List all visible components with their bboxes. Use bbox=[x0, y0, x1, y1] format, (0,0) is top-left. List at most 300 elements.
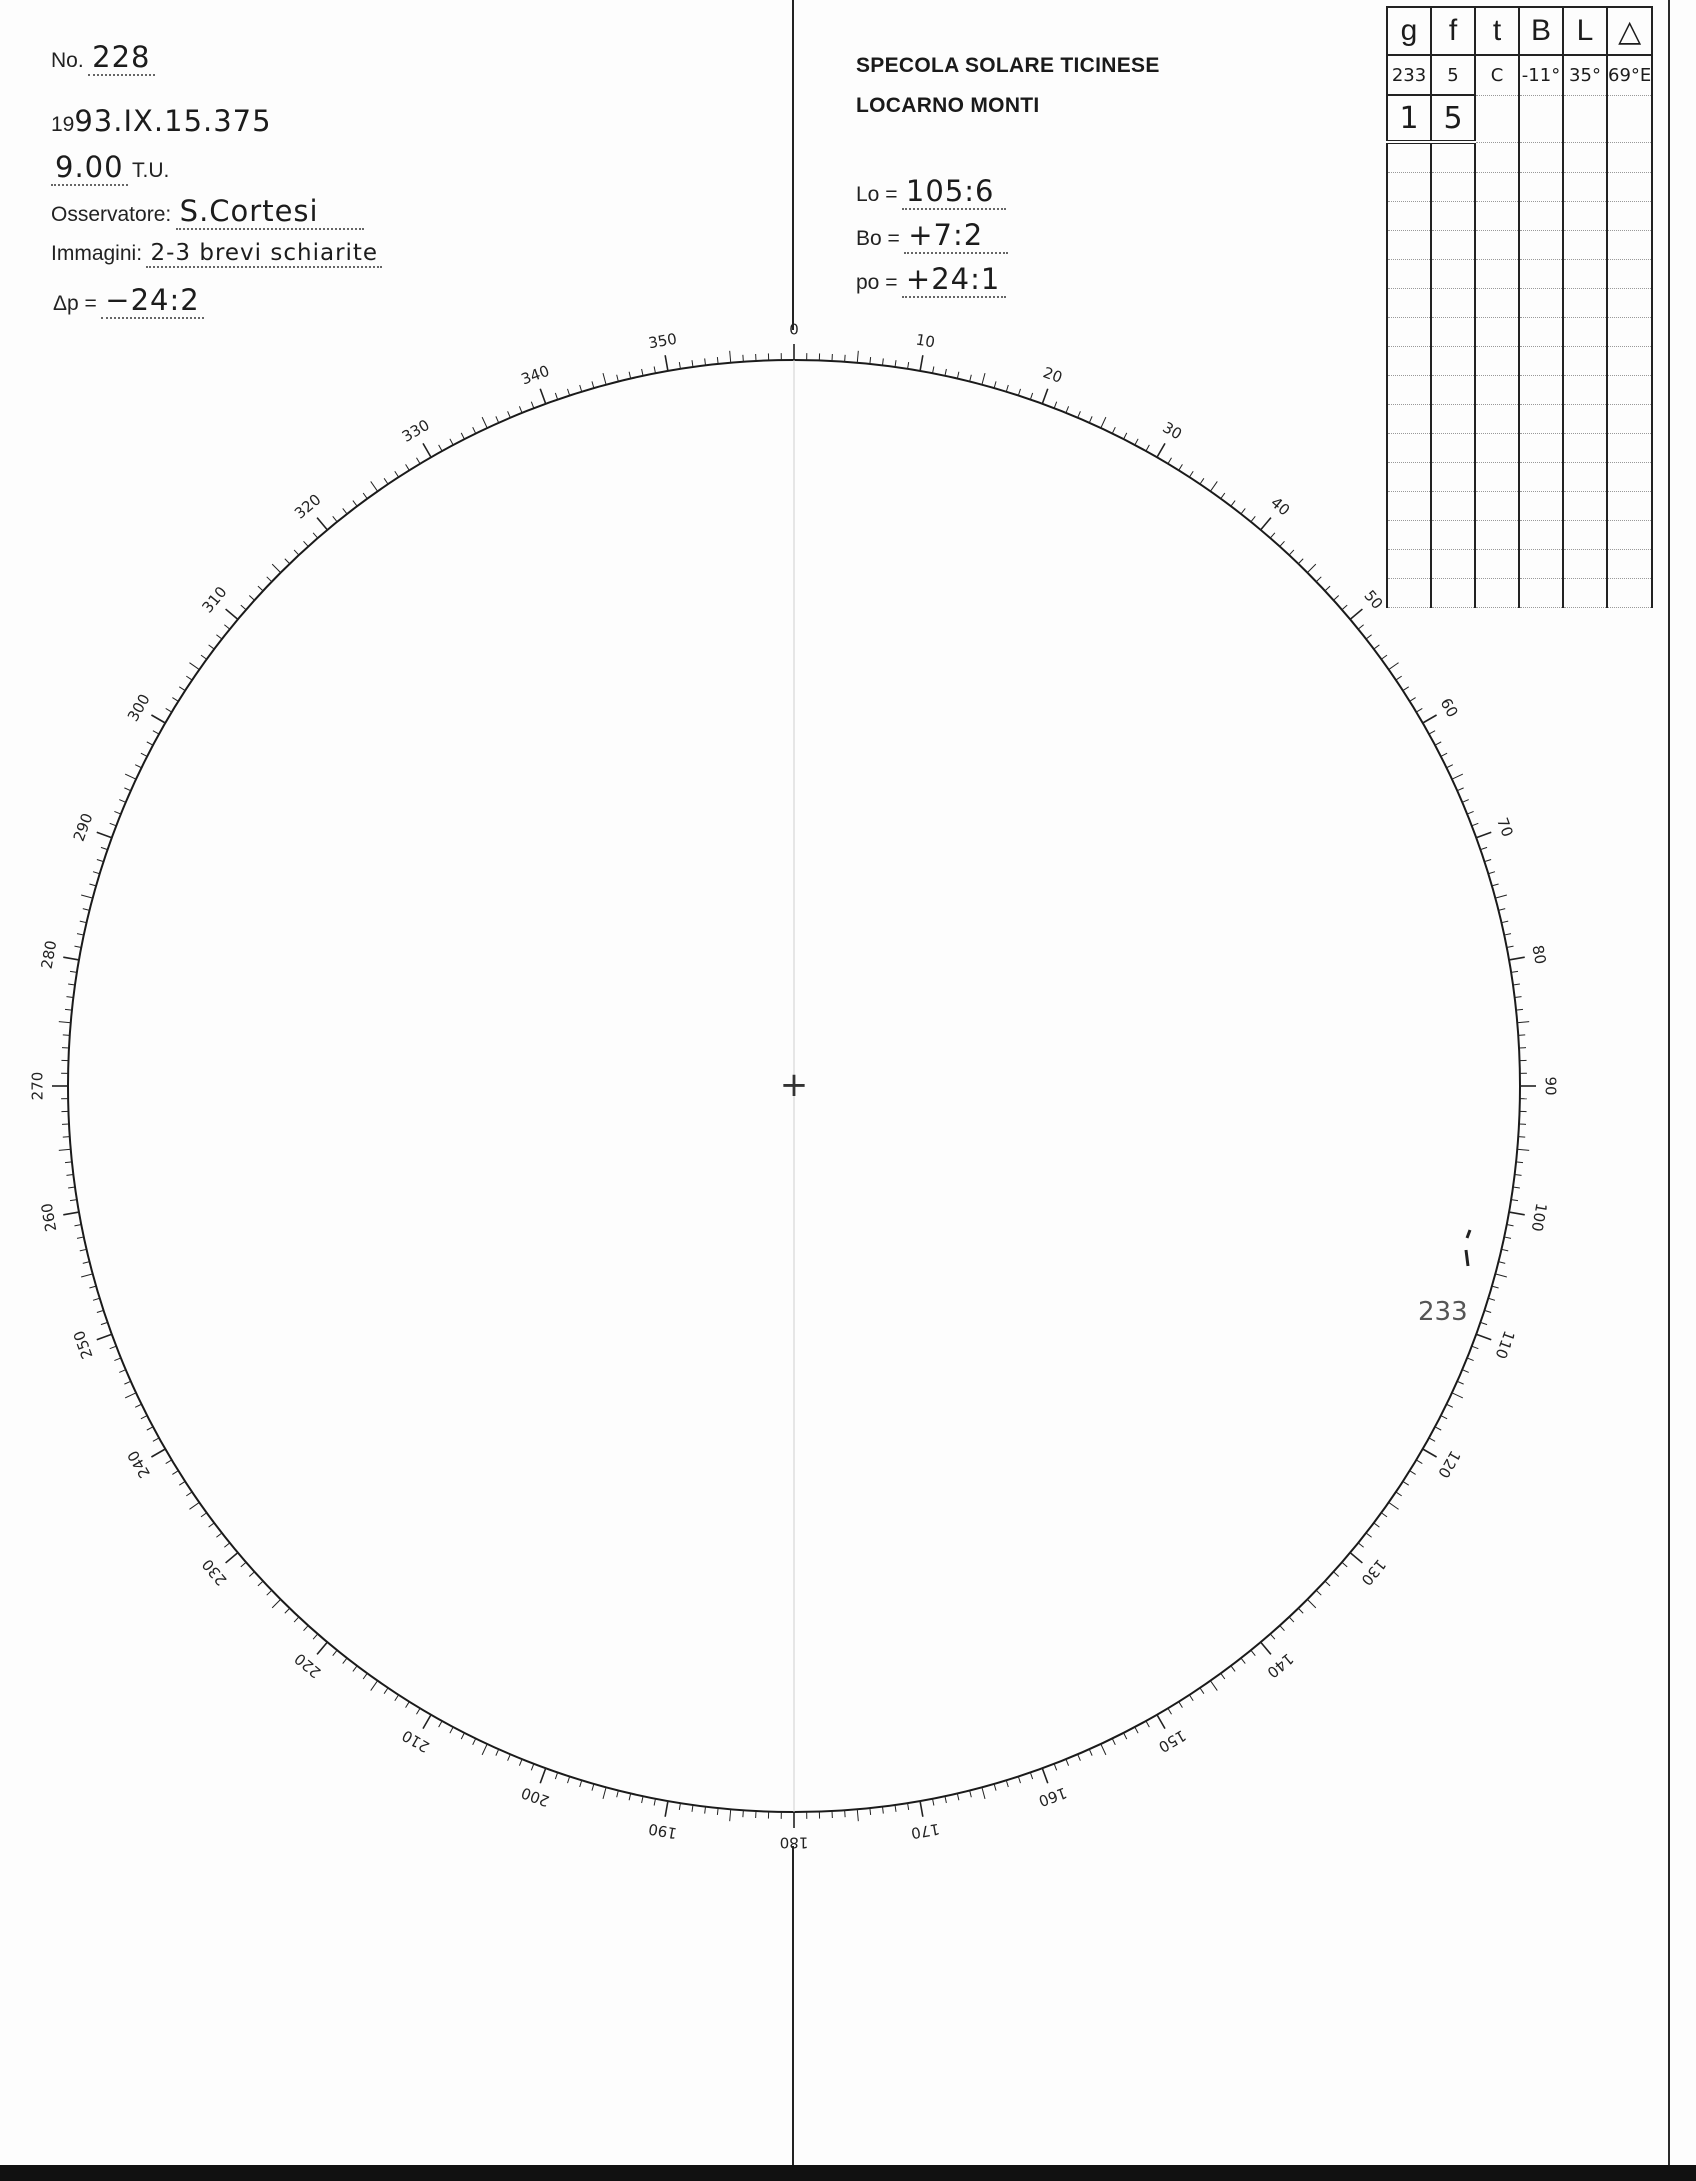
degree-tick bbox=[679, 1803, 680, 1810]
degree-label: 60 bbox=[1436, 694, 1462, 721]
degree-tick bbox=[895, 1805, 896, 1812]
degree-tick bbox=[1495, 895, 1507, 898]
degree-tick bbox=[353, 1666, 357, 1672]
header-t: t bbox=[1475, 7, 1519, 55]
degree-tick bbox=[114, 1358, 120, 1361]
degree-tick bbox=[1101, 1744, 1106, 1755]
degree-tick bbox=[1515, 997, 1522, 998]
sunspot-group-mark bbox=[1466, 1230, 1470, 1266]
degree-tick bbox=[97, 1334, 112, 1339]
degree-tick bbox=[1495, 1274, 1507, 1277]
degree-tick bbox=[1488, 1298, 1495, 1300]
degree-tick bbox=[68, 984, 75, 985]
degree-tick bbox=[617, 1790, 619, 1797]
degree-label: 180 bbox=[779, 1833, 809, 1852]
degree-label: 10 bbox=[914, 330, 937, 352]
degree-tick bbox=[982, 373, 985, 385]
degree-tick bbox=[473, 1739, 476, 1745]
degree-tick bbox=[1366, 1533, 1372, 1537]
degree-tick bbox=[141, 753, 147, 756]
degree-tick bbox=[343, 508, 347, 514]
degree-tick bbox=[65, 1162, 72, 1163]
degree-tick bbox=[1298, 1608, 1303, 1613]
degree-tick bbox=[870, 1808, 871, 1815]
images-label: Immagini: bbox=[51, 242, 143, 265]
degree-tick bbox=[1416, 1460, 1422, 1464]
degree-tick bbox=[1210, 481, 1217, 491]
degree-tick bbox=[135, 1404, 141, 1407]
degree-tick bbox=[1325, 586, 1330, 591]
degree-label: 280 bbox=[37, 938, 61, 971]
degree-tick bbox=[920, 355, 923, 371]
degree-tick bbox=[1054, 402, 1057, 409]
degree-tick bbox=[508, 411, 511, 417]
group-number-label: 233 bbox=[1418, 1297, 1468, 1327]
degree-tick bbox=[119, 800, 125, 803]
degree-tick bbox=[224, 1543, 229, 1547]
degree-tick bbox=[267, 577, 272, 582]
degree-tick bbox=[97, 832, 112, 837]
degree-tick bbox=[267, 1590, 272, 1595]
degree-tick bbox=[1381, 1513, 1387, 1517]
degree-tick bbox=[1078, 411, 1081, 417]
degree-tick bbox=[1200, 478, 1204, 484]
degree-tick bbox=[1447, 765, 1453, 768]
degree-label: 150 bbox=[1155, 1726, 1190, 1757]
degree-tick bbox=[1342, 1562, 1347, 1567]
B0-value: +7:2 bbox=[904, 218, 1008, 254]
degree-tick bbox=[68, 1187, 75, 1188]
cell-f: 5 bbox=[1431, 55, 1475, 95]
degree-tick bbox=[119, 1370, 125, 1373]
degree-tick bbox=[93, 872, 100, 874]
degree-tick bbox=[1517, 1022, 1529, 1023]
degree-tick bbox=[882, 358, 883, 365]
degree-tick bbox=[125, 774, 136, 779]
degree-tick bbox=[294, 1617, 299, 1622]
degree-tick bbox=[1261, 518, 1271, 530]
degree-tick bbox=[209, 645, 215, 649]
degree-tick bbox=[304, 1626, 309, 1631]
degree-tick bbox=[1078, 1754, 1081, 1760]
degree-tick bbox=[1429, 1438, 1435, 1441]
degree-tick bbox=[1441, 1416, 1447, 1419]
degree-tick bbox=[80, 1249, 87, 1251]
degree-tick bbox=[1231, 1666, 1235, 1672]
degree-tick bbox=[679, 362, 680, 369]
degree-tick bbox=[224, 625, 229, 629]
degree-tick bbox=[1374, 645, 1380, 649]
degree-tick bbox=[89, 884, 96, 886]
degree-tick bbox=[226, 609, 238, 619]
degree-tick bbox=[567, 389, 569, 396]
degree-tick bbox=[1042, 389, 1047, 404]
degree-tick bbox=[592, 381, 594, 388]
degree-tick bbox=[1492, 884, 1499, 886]
degree-tick bbox=[1504, 1237, 1511, 1238]
degree-label: 40 bbox=[1267, 493, 1294, 520]
degree-tick bbox=[654, 1799, 655, 1806]
degree-tick bbox=[665, 355, 668, 371]
total-spots: 5 bbox=[1431, 95, 1475, 142]
degree-tick bbox=[423, 443, 431, 457]
institution-name: SPECOLA SOLARE TICINESE bbox=[856, 54, 1160, 77]
degree-tick bbox=[1462, 1370, 1468, 1373]
degree-label: 330 bbox=[398, 415, 433, 446]
degree-tick bbox=[1416, 708, 1422, 712]
degree-label: 0 bbox=[789, 320, 799, 339]
degree-tick bbox=[124, 788, 130, 791]
degree-tick bbox=[461, 433, 464, 439]
disk-center-mark: + bbox=[779, 1065, 809, 1105]
degree-tick bbox=[371, 1681, 378, 1691]
total-groups: 1 bbox=[1387, 95, 1431, 142]
degree-tick bbox=[1410, 1471, 1416, 1475]
degree-tick bbox=[870, 357, 871, 364]
degree-tick bbox=[77, 1237, 84, 1238]
degree-tick bbox=[982, 1787, 985, 1799]
degree-tick bbox=[1457, 788, 1463, 791]
degree-tick bbox=[1480, 847, 1487, 849]
degree-label: 100 bbox=[1527, 1201, 1551, 1234]
degree-tick bbox=[65, 1009, 72, 1010]
degree-tick bbox=[416, 1708, 420, 1714]
degree-tick bbox=[1517, 1149, 1529, 1150]
degree-tick bbox=[1480, 1322, 1487, 1324]
degree-tick bbox=[1298, 559, 1303, 564]
degree-tick bbox=[717, 1808, 718, 1815]
degree-tick bbox=[101, 1322, 108, 1324]
degree-tick bbox=[882, 1807, 883, 1814]
degree-tick bbox=[531, 402, 534, 409]
degree-tick bbox=[1488, 872, 1495, 874]
images-value: 2-3 brevi schiarite bbox=[146, 240, 382, 268]
degree-tick bbox=[201, 1513, 207, 1517]
record-number-value: 228 bbox=[88, 40, 154, 76]
degree-tick bbox=[895, 360, 896, 367]
degree-tick bbox=[1410, 698, 1416, 702]
degree-tick bbox=[74, 946, 81, 947]
degree-tick bbox=[482, 1744, 487, 1755]
degree-tick bbox=[908, 1803, 909, 1810]
degree-tick bbox=[540, 1768, 545, 1783]
degree-tick bbox=[580, 385, 582, 392]
degree-tick bbox=[1374, 1523, 1380, 1527]
degree-tick bbox=[258, 1581, 263, 1586]
p0-value: +24:1 bbox=[902, 262, 1006, 298]
degree-tick bbox=[1476, 1334, 1491, 1339]
cell-B: -11° bbox=[1519, 55, 1563, 95]
degree-tick bbox=[114, 811, 120, 814]
degree-tick bbox=[1101, 417, 1106, 428]
degree-tick bbox=[304, 541, 309, 546]
degree-tick bbox=[1511, 1200, 1518, 1201]
degree-tick bbox=[592, 1784, 594, 1791]
degree-tick bbox=[994, 1784, 996, 1791]
header-delta: △ bbox=[1607, 7, 1652, 55]
degree-tick bbox=[406, 464, 410, 470]
degree-tick bbox=[1467, 811, 1473, 814]
degree-tick bbox=[629, 1793, 631, 1800]
degree-tick bbox=[1441, 753, 1447, 756]
institution-location: LOCARNO MONTI bbox=[856, 94, 1040, 117]
degree-label: 20 bbox=[1040, 363, 1065, 387]
degree-tick bbox=[439, 445, 442, 451]
degree-tick bbox=[603, 1787, 606, 1799]
degree-tick bbox=[81, 1274, 93, 1277]
degree-tick bbox=[1089, 1749, 1092, 1755]
degree-tick bbox=[945, 369, 946, 376]
degree-tick bbox=[1334, 596, 1339, 601]
degree-tick bbox=[63, 957, 79, 960]
degree-tick bbox=[258, 586, 263, 591]
degree-tick bbox=[1403, 1481, 1409, 1485]
degree-tick bbox=[1429, 731, 1435, 734]
degree-tick bbox=[77, 934, 84, 935]
degree-tick bbox=[1054, 1764, 1057, 1771]
degree-label: 300 bbox=[123, 690, 154, 725]
degree-tick bbox=[642, 1796, 643, 1803]
degree-tick bbox=[1270, 1634, 1275, 1639]
degree-label: 120 bbox=[1434, 1447, 1465, 1482]
degree-tick bbox=[1435, 742, 1441, 745]
degree-tick bbox=[406, 1702, 410, 1708]
degree-tick bbox=[654, 366, 655, 373]
degree-tick bbox=[1358, 625, 1363, 629]
degree-label: 250 bbox=[69, 1328, 97, 1362]
degree-tick bbox=[1042, 1768, 1047, 1783]
degree-tick bbox=[450, 1727, 453, 1733]
degree-tick bbox=[166, 1460, 172, 1464]
degree-tick bbox=[1396, 676, 1402, 680]
degree-tick bbox=[226, 1553, 238, 1563]
degree-tick bbox=[692, 360, 693, 367]
degree-tick bbox=[1280, 541, 1285, 546]
degree-tick bbox=[93, 1298, 100, 1300]
scan-border-bottom bbox=[0, 2165, 1696, 2181]
degree-label: 240 bbox=[123, 1447, 154, 1482]
degree-tick bbox=[395, 471, 399, 477]
degree-tick bbox=[1509, 1212, 1525, 1215]
degree-tick bbox=[519, 1759, 522, 1765]
degree-tick bbox=[1515, 1174, 1522, 1175]
degree-label: 310 bbox=[198, 582, 231, 617]
cell-g: 233 bbox=[1387, 55, 1431, 95]
degree-tick bbox=[1504, 934, 1511, 935]
degree-tick bbox=[1472, 823, 1479, 826]
degree-tick bbox=[1270, 533, 1275, 538]
degree-tick bbox=[1472, 1346, 1479, 1349]
degree-tick bbox=[1030, 393, 1032, 400]
degree-tick bbox=[629, 372, 631, 379]
degree-tick bbox=[423, 1715, 431, 1729]
degree-tick bbox=[1381, 655, 1387, 659]
degree-tick bbox=[59, 1022, 71, 1023]
time-unit: T.U. bbox=[132, 159, 170, 182]
degree-tick bbox=[1221, 493, 1225, 499]
delta-p-value: −24:2 bbox=[101, 283, 203, 319]
degree-tick bbox=[1350, 609, 1362, 619]
degree-tick bbox=[172, 698, 178, 702]
degree-tick bbox=[313, 533, 318, 538]
degree-tick bbox=[1403, 687, 1409, 691]
degree-tick bbox=[70, 971, 77, 972]
degree-label: 80 bbox=[1528, 943, 1550, 966]
degree-tick bbox=[603, 373, 606, 385]
degree-tick bbox=[1231, 501, 1235, 507]
degree-tick bbox=[1146, 445, 1149, 451]
degree-tick bbox=[189, 1502, 199, 1509]
degree-tick bbox=[285, 1608, 290, 1613]
degree-tick bbox=[384, 478, 388, 484]
degree-label: 110 bbox=[1491, 1328, 1519, 1362]
degree-tick bbox=[189, 663, 199, 670]
degree-label: 160 bbox=[1036, 1783, 1070, 1811]
degree-tick bbox=[201, 655, 207, 659]
degree-tick bbox=[1501, 1249, 1508, 1251]
degree-tick bbox=[1366, 635, 1372, 639]
degree-tick bbox=[241, 605, 246, 610]
degree-tick bbox=[1492, 1286, 1499, 1288]
degree-tick bbox=[1112, 427, 1115, 433]
degree-tick bbox=[97, 1310, 104, 1312]
degree-tick bbox=[1006, 385, 1008, 392]
degree-tick bbox=[89, 1286, 96, 1288]
degree-tick bbox=[313, 1634, 318, 1639]
degree-label: 130 bbox=[1357, 1555, 1390, 1590]
degree-tick bbox=[1513, 1187, 1520, 1188]
degree-tick bbox=[1342, 605, 1347, 610]
date-value: 93.IX.15.375 bbox=[74, 104, 272, 138]
observer-label: Osservatore: bbox=[51, 203, 172, 226]
degree-tick bbox=[555, 1772, 557, 1779]
degree-tick bbox=[66, 1174, 73, 1175]
degree-tick bbox=[241, 1562, 246, 1567]
degree-tick bbox=[209, 1523, 215, 1527]
degree-tick bbox=[496, 416, 499, 422]
degree-tick bbox=[945, 1796, 946, 1803]
degree-tick bbox=[933, 1799, 934, 1806]
degree-tick bbox=[1179, 464, 1183, 470]
degree-label: 90 bbox=[1541, 1076, 1560, 1096]
degree-tick bbox=[1334, 1572, 1339, 1577]
degree-tick bbox=[371, 481, 378, 491]
degree-tick bbox=[692, 1805, 693, 1812]
degree-tick bbox=[151, 715, 165, 723]
degree-label: 210 bbox=[398, 1726, 433, 1757]
degree-tick bbox=[1509, 957, 1525, 960]
degree-tick bbox=[179, 1481, 185, 1485]
degree-tick bbox=[1168, 458, 1172, 464]
degree-tick bbox=[1396, 1492, 1402, 1496]
degree-tick bbox=[1501, 921, 1508, 923]
degree-label: 340 bbox=[518, 361, 552, 389]
degree-tick bbox=[384, 1688, 388, 1694]
degree-tick bbox=[97, 859, 104, 861]
degree-tick bbox=[1289, 1617, 1294, 1622]
degree-tick bbox=[1112, 1739, 1115, 1745]
degree-tick bbox=[1124, 433, 1127, 439]
degree-tick bbox=[1157, 1715, 1165, 1729]
degree-label: 270 bbox=[28, 1071, 47, 1101]
degree-tick bbox=[81, 895, 93, 898]
degree-tick bbox=[124, 1381, 130, 1384]
degree-label: 220 bbox=[290, 1649, 325, 1682]
degree-tick bbox=[317, 518, 327, 530]
degree-tick bbox=[249, 1572, 254, 1577]
degree-tick bbox=[151, 1449, 165, 1457]
degree-tick bbox=[473, 427, 476, 433]
degree-tick bbox=[416, 458, 420, 464]
degree-tick bbox=[1476, 832, 1491, 837]
degree-tick bbox=[920, 1801, 923, 1817]
degree-tick bbox=[540, 389, 545, 404]
degree-tick bbox=[1498, 1262, 1505, 1264]
degree-tick bbox=[1210, 1681, 1217, 1691]
cell-L: 35° bbox=[1563, 55, 1607, 95]
degree-tick bbox=[1168, 1708, 1172, 1714]
degree-tick bbox=[567, 1776, 569, 1783]
degree-tick bbox=[80, 921, 87, 923]
degree-tick bbox=[519, 406, 522, 412]
degree-tick bbox=[1066, 1759, 1069, 1765]
degree-tick bbox=[1516, 1009, 1523, 1010]
degree-tick bbox=[153, 1438, 159, 1441]
degree-tick bbox=[1006, 1780, 1008, 1787]
degree-tick bbox=[1241, 508, 1245, 514]
degree-tick bbox=[1507, 1225, 1514, 1226]
degree-tick bbox=[482, 417, 487, 428]
p0-label: po = bbox=[856, 271, 898, 294]
degree-tick bbox=[508, 1754, 511, 1760]
degree-tick bbox=[1498, 909, 1505, 911]
degree-tick bbox=[1135, 1727, 1138, 1733]
degree-tick bbox=[1089, 416, 1092, 422]
degree-tick bbox=[705, 358, 706, 365]
degree-tick bbox=[1146, 1721, 1149, 1727]
degree-tick bbox=[1307, 564, 1315, 572]
degree-tick bbox=[857, 351, 858, 363]
degree-tick bbox=[166, 708, 172, 712]
degree-tick bbox=[1484, 859, 1491, 861]
cell-delta: 69°E bbox=[1607, 55, 1652, 95]
L0-value: 105:6 bbox=[902, 174, 1006, 210]
degree-tick bbox=[333, 516, 337, 521]
degree-tick bbox=[1261, 1642, 1271, 1654]
degree-tick bbox=[1423, 715, 1437, 723]
degree-label: 50 bbox=[1360, 586, 1387, 613]
degree-tick bbox=[617, 375, 619, 382]
degree-tick bbox=[1462, 800, 1468, 803]
degree-tick bbox=[1289, 550, 1294, 555]
degree-tick bbox=[353, 501, 357, 507]
degree-tick bbox=[1447, 1404, 1453, 1407]
degree-tick bbox=[83, 909, 90, 911]
degree-tick bbox=[642, 369, 643, 376]
degree-tick bbox=[1452, 1393, 1463, 1398]
degree-tick bbox=[717, 357, 718, 364]
degree-tick bbox=[450, 439, 453, 445]
degree-tick bbox=[363, 493, 367, 499]
degree-tick bbox=[1251, 1650, 1255, 1655]
degree-tick bbox=[496, 1749, 499, 1755]
degree-tick bbox=[363, 1673, 367, 1679]
degree-tick bbox=[1221, 1673, 1225, 1679]
degree-tick bbox=[705, 1807, 706, 1814]
degree-label: 190 bbox=[646, 1819, 679, 1843]
degree-label: 170 bbox=[909, 1819, 942, 1843]
degree-tick bbox=[333, 1650, 337, 1655]
